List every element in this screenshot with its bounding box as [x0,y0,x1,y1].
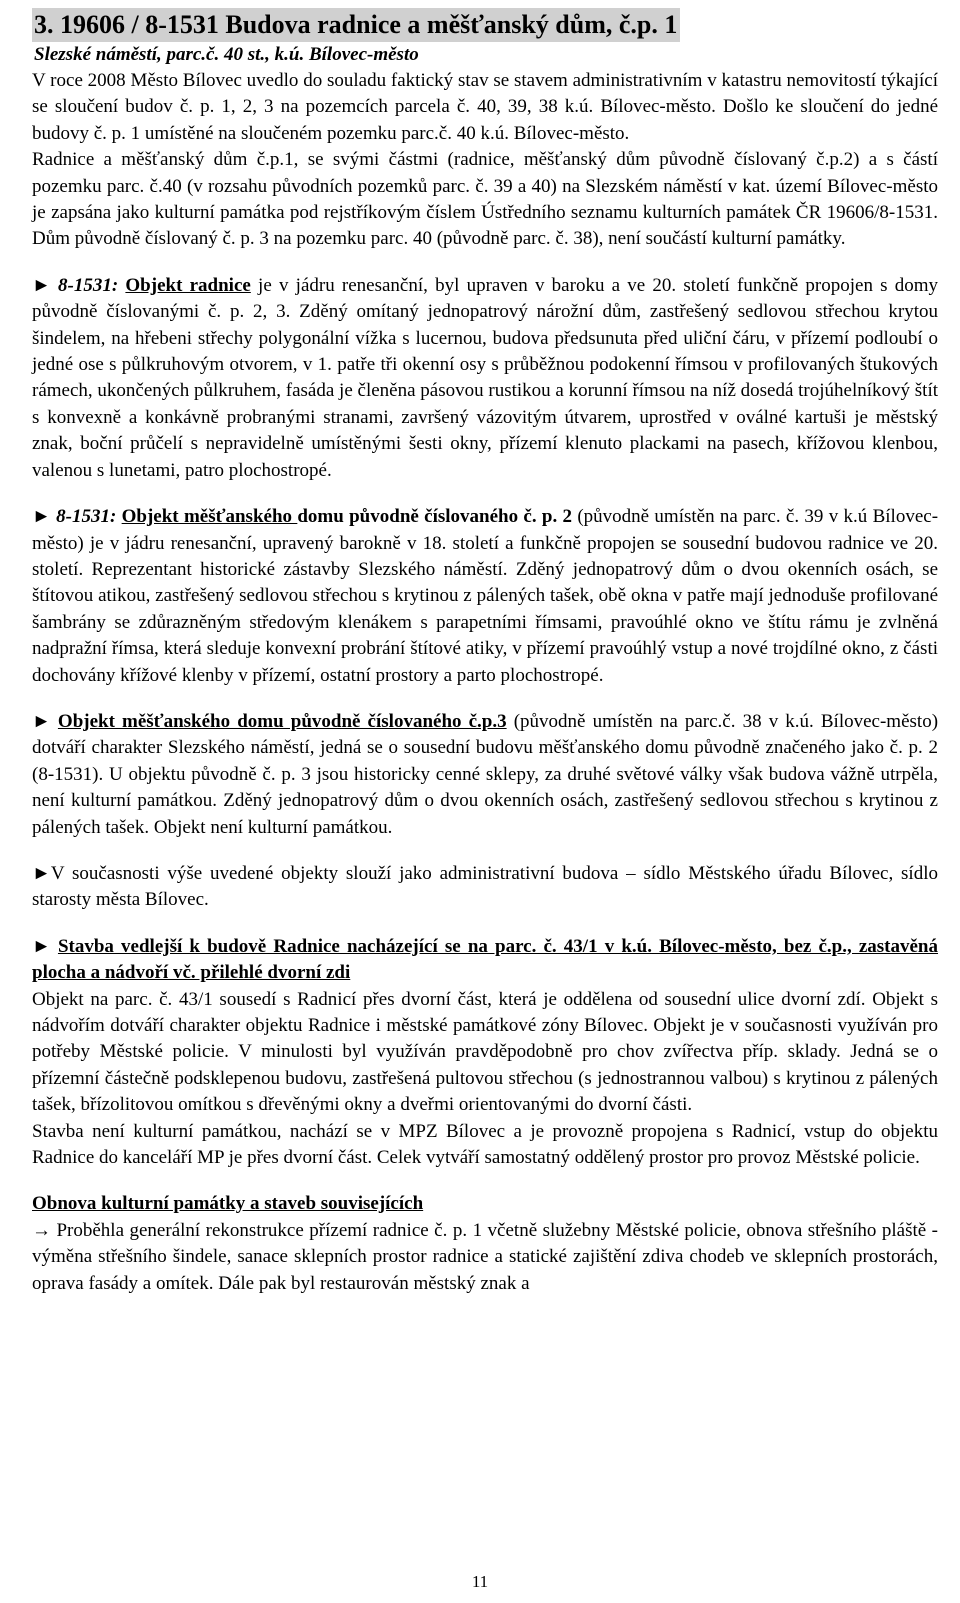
section-burgher-house-2 [32,504,938,689]
section-text: V současnosti výše uvedené objekty slouží jako administrativní budova – sídlo Městského úřadu Bílovec, sídlo starosty města Bílovec. [32,862,938,911]
section-current-use [32,861,938,914]
section-heading: Objekt radnice [125,274,251,296]
section-burgher-house-3 [32,709,938,841]
renovation-paragraph [32,1218,938,1297]
section-text: Proběhla generální rekonstrukce přízemí radnice č. p. 1 včetně služebny Městské policie, obnova střešního pláště - výměna střešního šindele, sanace sklepních prostor radnice a statické zajištění zdiva chodeb ve sklepních prostorách, oprava fasády a omítek. Dále pak byl restaurován městský znak a [32,1219,938,1294]
bullet-arrow-icon: ► [32,506,51,528]
section-side-building [32,934,938,987]
renovation-heading: Obnova kulturní památky a staveb souvisejících [32,1193,424,1215]
section-heading: Objekt měšťanského domu původně číslovaného č.p.3 [57,710,507,732]
bullet-arrow-icon: ► [32,935,51,957]
side-building-paragraph-2: Stavba není kulturní památkou, nachází se v MPZ Bílovec a je provozně propojena s Radnicí, vstup do objektu Radnice do kanceláří MP je přes dvorní část. Celek vytváří samostatný oddělený prostor pro provoz Městské policie. [32,1120,938,1169]
section-heading-underlined: Objekt měšťanského [121,506,298,528]
section-text: je v jádru renesanční, byl upraven v baroku a ve 20. století funkčně propojen s domy původně číslovanými č. p. 2, 3. Zděný omítaný jednopatrový nárožní dům, zastřešený sedlovou střechou krytou šindelem, na hřebeni střechy polygonální vížka s lucernou, budova předsunuta před uliční čáru, v přízemí podloubí o jedné ose s půlkruhovým otvorem, v 1. patře tři okenní osy s průběžnou podokenní římsou v profilovaných štukových rámech, ukončených půlkruhem, fasáda je členěna pásovou rustikou a korunní římsou na níž dosedá trojúhelníkový štít s konvexně a konkávně probranými stranami, završený vázovitým útvarem, uprostřed v oválné kartuši je městský znak, boční průčelí s nepravidelně umístěnými šesti okny, přízemí klenuto plackami na pasech, křížovou klenbou, valenou s lunetami, patro plochostropé. [32,274,939,481]
location-line: Slezské náměstí, parc.č. 40 st., k.ú. Bílovec-město [34,44,419,65]
section-text: (původně umístěn na parc.č. 38 v k.ú. Bílovec-město) dotváří charakter Slezského náměstí, jedná se o sousední budovu měšťanského domu původně značeného jako č. p. 2 (8-1531). U objektu původně č. p. 3 jsou historicky cenné sklepy, za druhé světové války však budova vážně utrpěla, není kulturní památkou. Zděný jednopatrový dům o dvou okenních osách, zastřešený sedlovou střechou s krytinou z pálených tašek. Objekt není kulturní památkou. [32,710,939,838]
section-heading: Stavba vedlejší k budově Radnice nacházející se na parc. č. 43/1 v k.ú. Bílovec-město, bez č.p., zastavěná plocha a nádvoří vč. přilehlé dvorní zdi [32,935,939,984]
section-code: 8-1531: [56,506,117,528]
right-arrow-icon: → [32,1219,51,1241]
section-heading-bold: domu původně číslovaného č. p. 2 [297,506,573,528]
section-code: 8-1531: [58,274,119,296]
section-town-hall [32,273,938,484]
page-title: 3. 19606 / 8-1531 Budova radnice a měšťanský dům, č.p. 1 [32,8,680,42]
bullet-arrow-icon: ► [32,862,51,884]
bullet-arrow-icon: ► [32,274,51,296]
document-page [32,8,938,1297]
bullet-arrow-icon: ► [32,710,51,732]
side-building-paragraph-1: Objekt na parc. č. 43/1 sousedí s Radnicí přes dvorní část, která je oddělena od sousední ulice dvorní zdí. Objekt s nádvořím dotváří charakter objektu Radnice i městské památkové zóny Bílovec. Objekt je v současnosti využíván pro potřeby Městské policie. V minulosti byl využíván pravděpodobně pro chov zvířectva příp. sklady. Jedná se o přízemní částečně podsklepenou budovu, zastřešená pultovou střechou (s jednostrannou valbou) s krytinou z pálených tašek, břízolitovou omítkou s dřevěnými okny a dveřmi orientovanými do dvorní části. [32,988,938,1116]
section-text: (původně umístěn na parc. č. 39 v k.ú Bílovec-město) je v jádru renesanční, upravený barokně v 18. století a funkčně propojen se sousední budovou radnice ve 20. století. Reprezentant historické zástavby Slezského náměstí. Zděný jednopatrový dům o dvou okenních osách, se štítovou atikou, zastřešený sedlovou střechou s krytinou z pálených tašek, obě okna v patře mají jednoduše profilované šambrány se zdůrazněným středovým klenákem s parapetními římsami, pravoúhlé okno ve štítu rámu je zvlněná nadpražní římsa, která sleduje konvexní probrání štítové atiky, v přízemí pravoúhlý vstup a nové trojdílné okno, z části dochovány křížové klenby v přízemí, ostatní prostory a parto plochostropé. [32,506,939,686]
intro-paragraph-1: V roce 2008 Město Bílovec uvedlo do souladu faktický stav se stavem administrativním v katastru nemovitostí týkající se sloučení budov č. p. 1, 2, 3 na pozemcích parcela č. 40, 39, 38 k.ú. Bílovec-město. Došlo ke sloučení do jedné budovy č. p. 1 umístěné na sloučeném pozemku parc.č. 40 k.ú. Bílovec-město. [32,70,938,144]
intro-paragraph-2: Radnice a měšťanský dům č.p.1, se svými částmi (radnice, měšťanský dům původně číslovaný č.p.2) a s částí pozemku parc. č.40 (v rozsahu původních pozemků parc. č. 39 a 40) na Slezském náměstí v kat. území Bílovec-město je zapsána jako kulturní památka pod rejstříkovým číslem Ústředního seznamu kulturních památek ČR 19606/8-1531. Dům původně číslovaný č. p. 3 na pozemku parc. 40 (původně parc. č. 38), není součástí kulturní památky. [32,149,938,250]
page-number: 11 [471,1572,489,1591]
